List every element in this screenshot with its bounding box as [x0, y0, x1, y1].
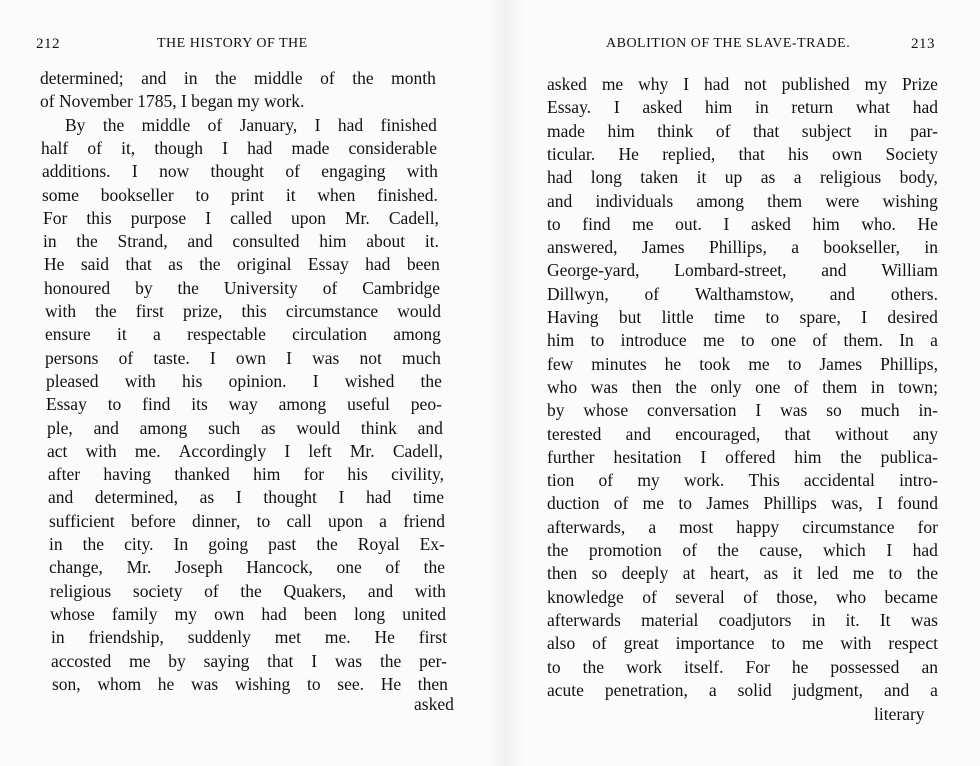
left-text-line: pleased with his opinion. I wished the — [46, 370, 442, 391]
right-running-head: ABOLITION OF THE SLAVE-TRADE. — [606, 36, 851, 51]
right-text-line: Essay. I asked him in return what had — [547, 97, 938, 118]
right-text-line: had long taken it up as a religious body, — [547, 167, 938, 188]
left-text-line: Essay to find its way among useful peo- — [46, 394, 442, 415]
left-text-line: additions. I now thought of engaging with — [42, 161, 438, 182]
right-text-line: Dillwyn, of Walthamstow, and others. — [547, 283, 938, 304]
right-text-line: then so deeply at heart, as it led me to the — [547, 563, 938, 584]
right-catchword: literary — [874, 704, 925, 724]
right-text-line: made him think of that subject in par- — [547, 120, 938, 141]
left-text-line: accosted me by saying that I was the per- — [51, 650, 447, 671]
left-text-line: in friendship, suddenly met me. He first — [51, 627, 447, 648]
right-text-line: and individuals among them were wishing — [547, 190, 938, 211]
left-text-line: in the city. In going past the Royal Ex- — [49, 534, 445, 554]
left-text-line: religious society of the Quakers, and with — [50, 580, 446, 601]
right-text-line: terested and encouraged, that without any — [547, 423, 938, 444]
right-text-line: him to introduce me to one of them. In a — [547, 330, 938, 351]
left-text-line: honoured by the University of Cambridge — [44, 277, 440, 298]
right-text-line: ticular. He replied, that his own Society — [547, 143, 938, 164]
left-text-line: ple, and among such as would think and — [47, 417, 443, 438]
left-running-head: THE HISTORY OF THE — [157, 36, 308, 51]
right-text-line: acute penetration, a solid judgment, and a — [547, 679, 938, 700]
right-text-line: to find me out. I asked him who. He — [547, 213, 938, 234]
right-text-line: further hesitation I offered him the publica- — [547, 446, 938, 467]
left-page-number: 212 — [36, 36, 60, 52]
right-text-line: asked me why I had not published my Prize — [547, 74, 938, 94]
right-text-line: to the work itself. For he possessed an — [547, 656, 938, 677]
left-text-line: act with me. Accordingly I left Mr. Cadell, — [47, 440, 443, 461]
right-text-line: knowledge of several of those, who became — [547, 586, 938, 607]
left-text-line: whose family my own had been long united — [50, 603, 446, 624]
left-text-line: after having thanked him for his civility, — [48, 464, 444, 485]
right-text-line: afterwards, a most happy circumstance for — [547, 516, 938, 537]
right-page-number: 213 — [911, 36, 935, 52]
left-text-line: determined; and in the middle of the month — [40, 68, 436, 88]
right-text-line: by whose conversation I was so much in- — [547, 400, 938, 421]
left-text-line: sufficient before dinner, to call upon a friend — [49, 510, 445, 531]
left-text-line: some bookseller to print it when finished. — [42, 184, 438, 205]
right-text-line: answered, James Phillips, a bookseller, in — [547, 237, 938, 258]
left-text-line: He said that as the original Essay had been — [44, 254, 440, 275]
right-text-line: George-yard, Lombard-street, and William — [547, 260, 938, 281]
left-text-line: in the Strand, and consulted him about it. — [43, 231, 439, 252]
left-text-line: persons of taste. I own I was not much — [45, 347, 441, 368]
right-text-line: the promotion of the cause, which I had — [547, 540, 938, 560]
left-text-line: half of it, though I had made considerable — [41, 137, 437, 158]
left-text-line: By the middle of January, I had finished — [65, 114, 437, 135]
left-text-line: with the first prize, this circumstance would — [45, 301, 441, 321]
right-text-line: also of great importance to me with respect — [547, 633, 938, 654]
left-text-line: and determined, as I thought I had time — [48, 487, 444, 508]
left-text-line: of November 1785, I began my work. — [40, 91, 305, 112]
left-catchword: asked — [414, 694, 454, 714]
left-text-line: son, whom he was wishing to see. He then — [52, 673, 448, 694]
left-text-line: ensure it a respectable circulation among — [45, 324, 441, 345]
right-text-line: duction of me to James Phillips was, I found — [547, 493, 938, 514]
right-text-line: afterwards material coadjutors in it. It was — [547, 609, 938, 630]
left-text-line: For this purpose I called upon Mr. Cadell, — [43, 207, 439, 228]
right-text-line: who was then the only one of them in town; — [547, 376, 938, 397]
right-text-line: tion of my work. This accidental intro- — [547, 470, 938, 491]
right-text-line: few minutes he took me to James Phillips, — [547, 353, 938, 374]
right-text-line: Having but little time to spare, I desired — [547, 307, 938, 327]
left-text-line: change, Mr. Joseph Hancock, one of the — [49, 557, 445, 578]
